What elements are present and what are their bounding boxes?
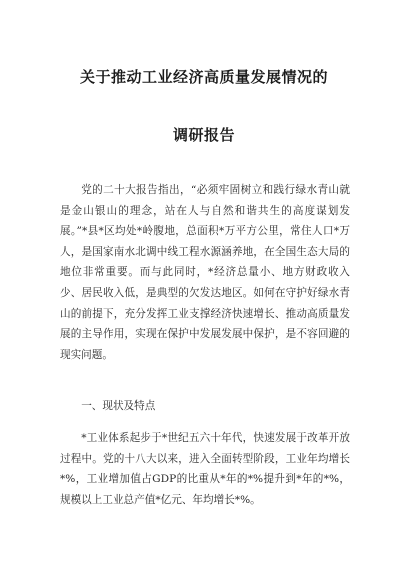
intro-paragraph: 党的二十大报告指出，“必须牢固树立和践行绿水青山就是金山银山的理念，站在人与自然和谐共生的高度谋划发展。”*县*区均处*岭腹地，总面积*万平方公里，常住人口*万人，是国家南水北调中线工程水源涵养地，在全国生态大局的地位非常重要。而与此同时，*经济总量小、地方财政收入少、居民收入低，是典型的欠发达地区。如何在守护好绿水青山的前提下，充分发挥工业支撑经济快速增长、推动高质量发展的主导作用，实现在保护中发展发展中保护，是不容回避的现实问题。 [60, 184, 350, 361]
section-heading-status: 一、现状及特点 [81, 400, 156, 412]
document-title-line2: 调研报告 [172, 126, 235, 144]
status-paragraph: *工业体系起步于*世纪五六十年代，快速发展于改革开放过程中。党的十八大以来，进入全面转型阶段，工业年均增长*%，工业增加值占GDP的比重从*年的*%提升到*年的*%，规模以上工业总产值*亿元、年均增长*%。 [60, 432, 350, 506]
document-title-line1: 关于推动工业经济高质量发展情况的 [79, 68, 328, 86]
